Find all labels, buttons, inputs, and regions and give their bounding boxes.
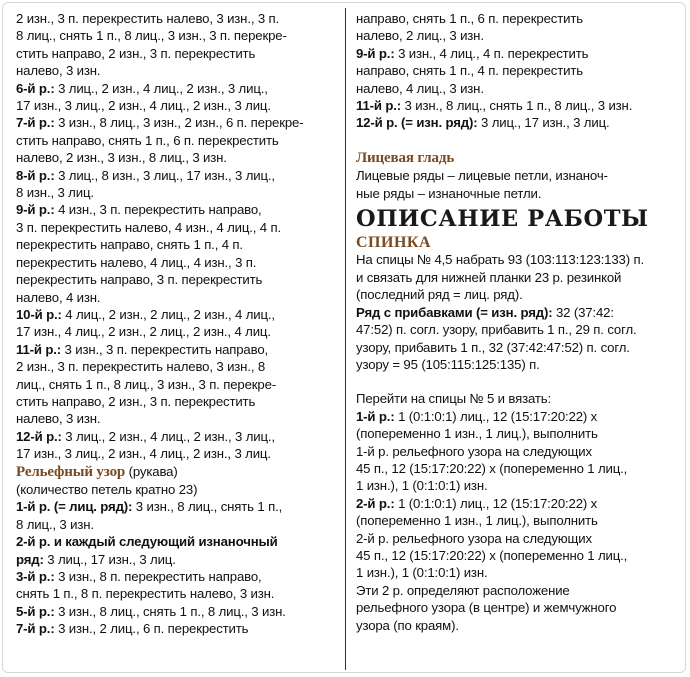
instruction-text: 3 изн., 8 лиц., снять 1 п.,: [132, 499, 283, 515]
work-description-heading: ОПИСАНИЕ РАБОТЫ: [356, 206, 649, 233]
text-line: [356, 45, 676, 62]
relief-pattern-heading: [16, 463, 338, 481]
pattern-rows-continued: [16, 10, 338, 463]
text-line: [356, 477, 676, 494]
instruction-text: перекрестить направо, 3 п. перекрестить: [16, 272, 263, 288]
spacer: [356, 132, 676, 149]
instruction-text: (попеременно 1 изн., 1 лиц.), выполнить: [356, 426, 598, 442]
instruction-text: 1 изн.), 1 (0:1:0:1) изн.: [356, 478, 488, 494]
instruction-text: узора (по краям).: [356, 617, 459, 633]
instruction-text: перекрестить направо, снять 1 п., 4 п.: [16, 237, 243, 253]
text-line: [16, 551, 338, 568]
instruction-text: узору, прибавить 1 п., 32 (37:42:47:52) п. согл.: [356, 339, 630, 355]
text-line: [356, 269, 676, 286]
instruction-text: 45 п., 12 (15:17:20:22) х (попеременно 1 лиц.,: [356, 547, 628, 563]
row-label: 11-й р.:: [356, 98, 402, 114]
row-label: 1-й р. (= лиц. ряд):: [16, 499, 133, 515]
instruction-text: 17 изн., 3 лиц., 2 изн., 4 лиц., 2 изн., 3 лиц.: [16, 98, 271, 114]
instruction-text: 2 изн., 3 п. перекрестить налево, 3 изн., 8: [16, 359, 266, 375]
row-label: Ряд с прибавками (= изн. ряд):: [356, 304, 553, 320]
text-line: [356, 304, 676, 321]
text-line: [356, 460, 676, 477]
text-line: [356, 443, 676, 460]
instruction-text: 8 лиц., снять 1 п., 8 лиц., 3 изн., 3 п. перекре-: [16, 28, 287, 44]
text-line: [356, 390, 676, 407]
right-column: [356, 10, 676, 634]
text-line: [356, 62, 676, 79]
instruction-text: 1 (0:1:0:1) лиц., 12 (15:17:20:22) х: [394, 495, 598, 511]
instruction-text: 8 лиц., 3 изн.: [16, 516, 94, 532]
instruction-text: направо, снять 1 п., 4 п. перекрестить: [356, 63, 583, 79]
instruction-text: 2-й р. рельефного узора на следующих: [356, 530, 592, 546]
instruction-text: стить направо, 2 изн., 3 п. перекрестить: [16, 393, 256, 409]
row-label: 7-й р.:: [16, 621, 55, 637]
instruction-text: 3 изн., 8 лиц., снять 1 п., 8 лиц., 3 изн.: [54, 603, 286, 619]
stockinette-heading: Лицевая гладь: [356, 149, 455, 166]
stockinette-description: [356, 167, 676, 202]
instruction-text: перекрестить налево, 4 лиц., 4 изн., 3 п.: [16, 254, 257, 270]
text-line: [356, 27, 676, 44]
instruction-text: узору = 95 (105:115:125:135) п.: [356, 356, 540, 372]
text-line: [16, 358, 338, 375]
row-label: 10-й р.:: [16, 306, 62, 322]
pattern-rows-continued-right: [356, 10, 676, 132]
text-line: [16, 167, 338, 184]
instruction-text: (количество петель кратно 23): [16, 481, 198, 497]
instruction-text: 32 (37:42:: [552, 304, 614, 320]
text-line: [16, 45, 338, 62]
instruction-text: 3 изн., 2 лиц., 6 п. перекрестить: [54, 621, 249, 637]
text-line: [16, 97, 338, 114]
instruction-text: 3 лиц., 17 изн., 3 лиц.: [477, 115, 610, 131]
text-line: [356, 167, 676, 184]
instruction-text: 3 изн., 8 лиц., снять 1 п., 8 лиц., 3 изн.: [401, 98, 633, 114]
text-line: [16, 393, 338, 410]
instruction-text: 3 лиц., 2 изн., 4 лиц., 2 изн., 3 лиц.,: [54, 80, 268, 96]
row-label: 6-й р.:: [16, 80, 55, 96]
row-label: 9-й р.:: [356, 45, 395, 61]
row-label: 9-й р.:: [16, 202, 55, 218]
text-line: [356, 564, 676, 581]
text-line: [356, 251, 676, 268]
instruction-text: 8 изн., 3 лиц.: [16, 185, 94, 201]
text-line: [16, 306, 338, 323]
text-line: [16, 184, 338, 201]
spacer: [356, 373, 676, 390]
text-line: [356, 97, 676, 114]
text-line: [16, 376, 338, 393]
relief-pattern-rows: [16, 481, 338, 638]
text-line: [356, 408, 676, 425]
row-label: 12-й р. (= изн. ряд):: [356, 115, 478, 131]
text-line: [16, 114, 338, 131]
row-label: 12-й р.:: [16, 428, 62, 444]
instruction-text: Перейти на спицы № 5 и вязать:: [356, 391, 551, 407]
text-line: [16, 323, 338, 340]
text-line: [16, 10, 338, 27]
instruction-text: направо, снять 1 п., 6 п. перекрестить: [356, 11, 583, 26]
row-label: 11-й р.:: [16, 341, 62, 357]
needles-switch-instructions: [356, 390, 676, 634]
row-label: ряд:: [16, 551, 44, 567]
instruction-text: 3 п. перекрестить налево, 4 изн., 4 лиц., 4 п.: [16, 219, 281, 235]
instruction-text: рельефного узора (в центре) и жемчужного: [356, 600, 617, 616]
row-label: 3-й р.:: [16, 569, 55, 584]
instruction-text: 3 изн., 8 п. перекрестить направо,: [54, 569, 262, 584]
text-line: [356, 599, 676, 616]
back-piece-instructions: [356, 251, 676, 373]
text-line: [16, 410, 338, 427]
text-line: [16, 516, 338, 533]
instruction-text: 17 изн., 4 лиц., 2 изн., 2 лиц., 2 изн., 4 лиц.: [16, 324, 271, 340]
text-line: [16, 271, 338, 288]
text-line: [356, 321, 676, 338]
text-line: [16, 27, 338, 44]
text-line: [356, 530, 676, 547]
row-label: 2-й р.:: [356, 495, 395, 511]
instruction-text: Эти 2 р. определяют расположение: [356, 582, 570, 598]
column-divider: [345, 8, 346, 670]
text-line: [16, 289, 338, 306]
text-line: [16, 201, 338, 218]
text-line: [16, 620, 338, 637]
text-line: [16, 236, 338, 253]
instruction-text: налево, 2 лиц., 3 изн.: [356, 28, 484, 44]
instruction-text: стить направо, 2 изн., 3 п. перекрестить: [16, 45, 256, 61]
text-line: [356, 425, 676, 442]
instruction-text: налево, 4 изн.: [16, 289, 101, 305]
text-line: [16, 603, 338, 620]
back-piece-heading: СПИНКА: [356, 234, 432, 252]
instruction-text: 47:52) п. согл. узору, прибавить 1 п., 29 п. согл.: [356, 322, 637, 338]
text-line: [16, 80, 338, 97]
instruction-text: Лицевые ряды – лицевые петли, изнаноч-: [356, 168, 608, 184]
text-line: [356, 286, 676, 303]
text-line: [356, 80, 676, 97]
instruction-text: стить направо, снять 1 п., 6 п. перекрестить: [16, 132, 279, 148]
instruction-text: 4 изн., 3 п. перекрестить направо,: [54, 202, 262, 218]
instruction-text: 3 лиц., 8 изн., 3 лиц., 17 изн., 3 лиц.,: [54, 167, 275, 183]
row-label: 1-й р.:: [356, 408, 395, 424]
instruction-text: 4 лиц., 2 изн., 2 лиц., 2 изн., 4 лиц.,: [61, 306, 275, 322]
instruction-text: и связать для нижней планки 23 р. резинкой: [356, 269, 622, 285]
text-line: [356, 512, 676, 529]
text-line: [356, 185, 676, 202]
instruction-text: 3 лиц., 17 изн., 3 лиц.: [43, 551, 176, 567]
instruction-text: налево, 2 изн., 3 изн., 8 лиц., 3 изн.: [16, 150, 227, 166]
instruction-text: 3 изн., 3 п. перекрестить направо,: [61, 341, 269, 357]
instruction-text: снять 1 п., 8 п. перекрестить налево, 3 изн.: [16, 586, 275, 602]
text-line: [356, 617, 676, 634]
instruction-text: налево, 3 изн.: [16, 63, 101, 79]
row-label: 5-й р.:: [16, 603, 55, 619]
instruction-text: 3 изн., 8 лиц., 3 изн., 2 изн., 6 п. перекре-: [54, 115, 304, 131]
left-column: [16, 10, 338, 638]
text-line: [16, 481, 338, 498]
text-line: [16, 132, 338, 149]
text-line: [16, 341, 338, 358]
text-line: [16, 498, 338, 515]
text-line: [356, 10, 676, 27]
instruction-text: 17 изн., 3 лиц., 2 изн., 4 лиц., 2 изн., 3 лиц.: [16, 446, 271, 462]
instruction-text: 3 лиц., 2 изн., 4 лиц., 2 изн., 3 лиц.,: [61, 428, 275, 444]
instruction-text: налево, 4 лиц., 3 изн.: [356, 80, 484, 96]
instruction-text: 1 изн.), 1 (0:1:0:1) изн.: [356, 565, 488, 581]
text-line: [16, 62, 338, 79]
text-line: [16, 428, 338, 445]
instruction-text: (последний ряд = лиц. ряд).: [356, 287, 523, 303]
text-line: [16, 219, 338, 236]
text-line: [16, 254, 338, 271]
text-line: [16, 149, 338, 166]
relief-pattern-subtitle: (рукава): [125, 463, 178, 479]
instruction-text: 45 п., 12 (15:17:20:22) х (попеременно 1 лиц.,: [356, 460, 628, 476]
instruction-text: На спицы № 4,5 набрать 93 (103:113:123:133) п.: [356, 252, 644, 268]
instruction-text: 3 изн., 4 лиц., 4 п. перекрестить: [394, 45, 589, 61]
instruction-text: 2 изн., 3 п. перекрестить налево, 3 изн., 3 п.: [16, 11, 280, 26]
text-line: [356, 495, 676, 512]
row-label: 7-й р.:: [16, 115, 55, 131]
instruction-text: 1 (0:1:0:1) лиц., 12 (15:17:20:22) х: [394, 408, 598, 424]
text-line: [356, 114, 676, 131]
row-label: 8-й р.:: [16, 167, 55, 183]
text-line: [16, 568, 338, 585]
text-line: [356, 356, 676, 373]
relief-pattern-title: Рельефный узор: [16, 463, 126, 480]
instruction-text: лиц., снять 1 п., 8 лиц., 3 изн., 3 п. перекре-: [16, 376, 277, 392]
text-line: [356, 547, 676, 564]
instruction-text: ные ряды – изнаночные петли.: [356, 185, 542, 201]
text-line: [16, 533, 338, 550]
row-label: 2-й р. и каждый следующий изнаночный: [16, 534, 278, 550]
instruction-text: налево, 3 изн.: [16, 411, 101, 427]
text-line: [356, 582, 676, 599]
text-line: [16, 585, 338, 602]
text-line: [16, 445, 338, 462]
instruction-text: 1-й р. рельефного узора на следующих: [356, 443, 592, 459]
instruction-text: (попеременно 1 изн., 1 лиц.), выполнить: [356, 513, 598, 529]
text-line: [356, 339, 676, 356]
